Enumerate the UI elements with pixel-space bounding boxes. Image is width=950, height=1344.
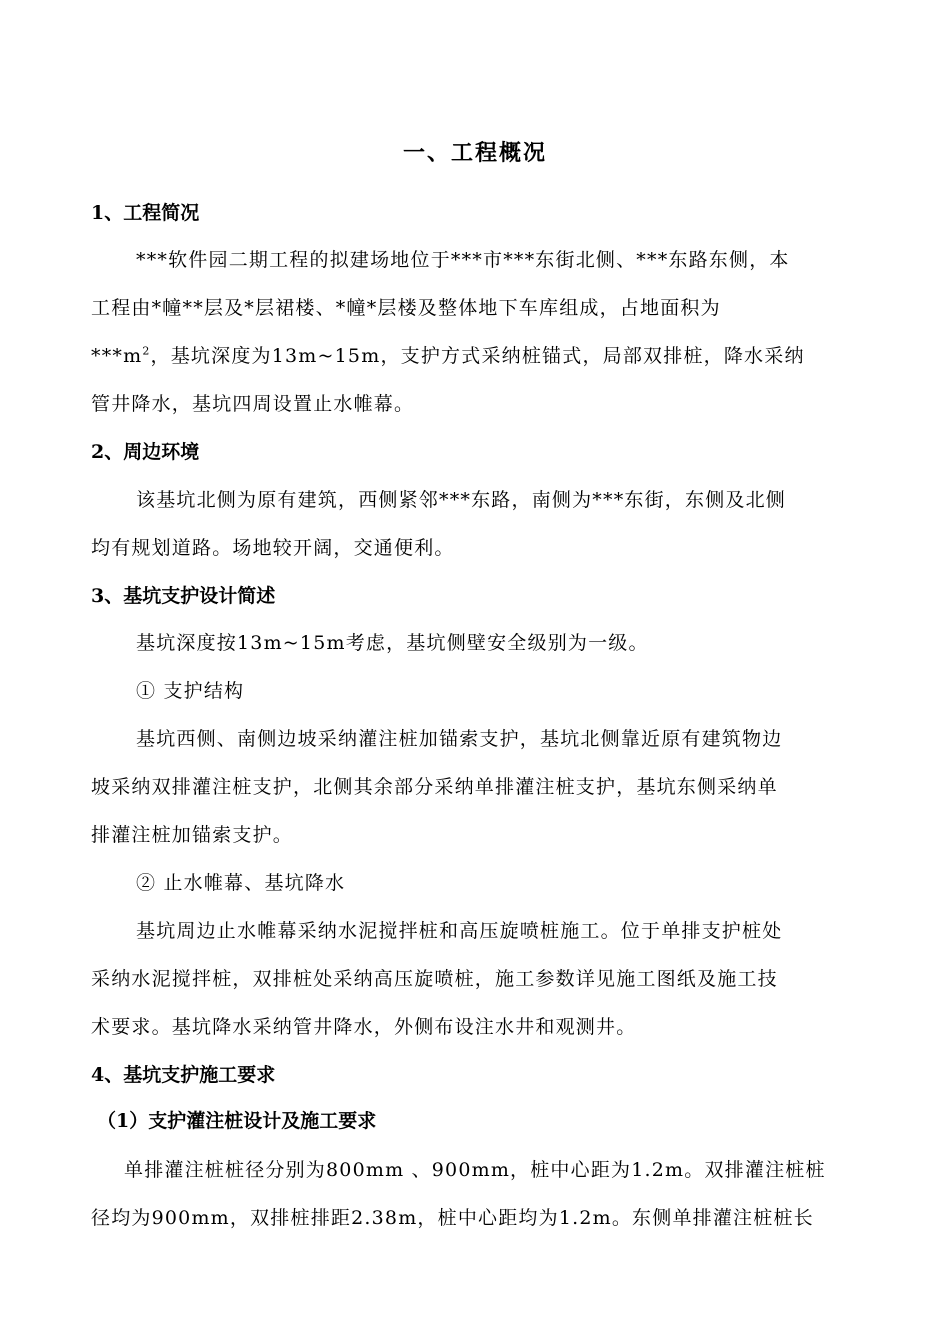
paragraph-line: 基坑西侧、南侧边坡采纳灌注桩加锚索支护，基坑北侧靠近原有建筑物边 [136, 728, 783, 750]
area-value: ***m [91, 345, 143, 367]
paragraph-line: 该基坑北侧为原有建筑，西侧紧邻***东路，南侧为***东街，东侧及北侧 [136, 489, 787, 511]
paragraph-text: ，基坑深度为13m~15m，支护方式采纳桩锚式，局部双排桩，降水采纳 [150, 345, 805, 367]
paragraph-line: 管井降水，基坑四周设置止水帷幕。 [91, 393, 415, 415]
section-heading-4: 4、基坑支护施工要求 [91, 1064, 276, 1086]
section-heading-1: 1、工程简况 [91, 202, 200, 224]
paragraph-line: 径均为900mm，双排桩排距2.38m，桩中心距均为1.2m。东侧单排灌注桩桩长 [91, 1207, 814, 1229]
paragraph-line: 术要求。基坑降水采纳管井降水，外侧布设注水井和观测井。 [91, 1016, 637, 1038]
section-heading-3: 3、基坑支护设计简述 [91, 585, 276, 607]
list-label: ② 止水帷幕、基坑降水 [136, 872, 346, 894]
paragraph-line: 单排灌注桩桩径分别为800mm 、900mm，桩中心距为1.2m。双排灌注桩桩 [124, 1159, 826, 1181]
paragraph-line: 坡采纳双排灌注桩支护，北侧其余部分采纳单排灌注桩支护，基坑东侧采纳单 [91, 776, 778, 798]
paragraph-line: 排灌注桩加锚索支护。 [91, 824, 294, 846]
paragraph-line: 均有规划道路。场地较开阔，交通便利。 [91, 537, 455, 559]
section-heading-2: 2、周边环境 [91, 441, 200, 463]
paragraph-line: 基坑周边止水帷幕采纳水泥搅拌桩和高压旋喷桩施工。位于单排支护桩处 [136, 920, 783, 942]
paragraph-line: ***软件园二期工程的拟建场地位于***市***东街北侧、***东路东侧，本 [136, 249, 790, 271]
page-title: 一、工程概况 [402, 140, 547, 166]
superscript: 2 [142, 344, 151, 358]
paragraph-line [91, 341, 805, 368]
list-label: ① 支护结构 [136, 680, 245, 702]
paragraph-line: 基坑深度按13m~15m考虑，基坑侧壁安全级别为一级。 [136, 632, 649, 654]
paragraph-line: 采纳水泥搅拌桩，双排桩处采纳高压旋喷桩，施工参数详见施工图纸及施工技 [91, 968, 778, 990]
paragraph-line: 工程由*幢**层及*层裙楼、*幢*层楼及整体地下车库组成，占地面积为 [91, 297, 721, 319]
subsection-heading: （1）支护灌注桩设计及施工要求 [97, 1110, 377, 1132]
